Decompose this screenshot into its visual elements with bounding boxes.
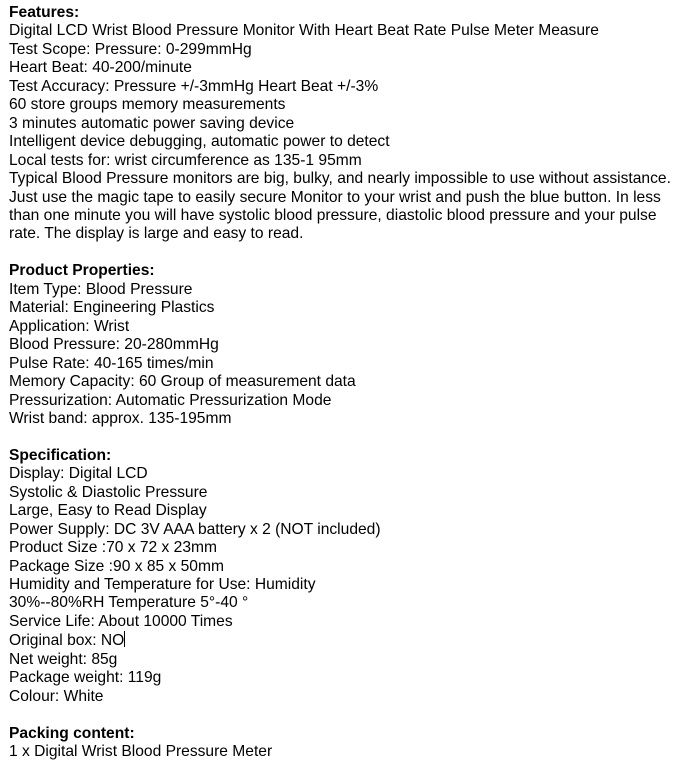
property-line: Pulse Rate: 40-165 times/min: [9, 354, 214, 372]
spec-line-with-cursor[interactable]: [9, 631, 693, 650]
property-line: Memory Capacity: 60 Group of measurement data: [9, 373, 356, 391]
features-line: Heart Beat: 40-200/minute: [9, 59, 192, 77]
product-properties-section: [9, 262, 693, 428]
features-line: Typical Blood Pressure monitors are big, bulky, and nearly impossible to use without assistance.: [9, 170, 671, 188]
features-line: Digital LCD Wrist Blood Pressure Monitor With Heart Beat Rate Pulse Meter Measure: [9, 22, 599, 40]
property-line: Material: Engineering Plastics: [9, 299, 215, 317]
features-line: 60 store groups memory measurements: [9, 96, 286, 114]
property-line: Application: Wrist: [9, 317, 130, 335]
features-section: [9, 4, 693, 244]
features-line: rate. The display is large and easy to read.: [9, 225, 304, 243]
features-line: 3 minutes automatic power saving device: [9, 114, 295, 132]
product-description-document: [9, 4, 693, 762]
spec-line-text: Original box: NO: [9, 632, 125, 650]
packing-content-section: [9, 725, 693, 762]
spec-line: Humidity and Temperature for Use: Humidity: [9, 576, 316, 594]
property-line: Item Type: Blood Pressure: [9, 280, 193, 298]
features-heading: Features:: [9, 4, 80, 21]
spec-line: Large, Easy to Read Display: [9, 502, 207, 520]
packing-line: 1 x Digital Wrist Blood Pressure Meter: [9, 743, 273, 761]
spec-line: Service Life: About 10000 Times: [9, 612, 233, 630]
property-line: Blood Pressure: 20-280mmHg: [9, 336, 219, 354]
spec-line: Package Size :90 x 85 x 50mm: [9, 557, 224, 575]
features-line: than one minute you will have systolic blood pressure, diastolic blood pressure and your pulse: [9, 206, 657, 224]
property-line: Wrist band: approx. 135-195mm: [9, 409, 232, 427]
product-properties-heading: Product Properties:: [9, 262, 155, 280]
property-line: Pressurization: Automatic Pressurization Mode: [9, 391, 332, 409]
packing-content-heading: Packing content:: [9, 724, 135, 742]
features-line: Local tests for: wrist circumference as 135-1 95mm: [9, 151, 362, 169]
spec-line: 30%--80%RH Temperature 5°-40 °: [9, 594, 249, 612]
spec-line: Display: Digital LCD: [9, 465, 148, 483]
features-line: Intelligent device debugging, automatic power to detect: [9, 133, 390, 151]
features-line: Test Accuracy: Pressure +/-3mmHg Heart Beat +/-3%: [9, 77, 379, 95]
features-line: Test Scope: Pressure: 0-299mmHg: [9, 40, 252, 58]
features-line: Just use the magic tape to easily secure Monitor to your wrist and push the blue button. In less: [9, 188, 661, 206]
spec-line: Power Supply: DC 3V AAA battery x 2 (NOT included): [9, 520, 381, 538]
spec-line: Product Size :70 x 72 x 23mm: [9, 539, 218, 557]
spec-line: Systolic & Diastolic Pressure: [9, 483, 208, 501]
specification-heading: Specification:: [9, 446, 112, 464]
spec-line: Colour: White: [9, 687, 104, 705]
text-cursor: [124, 631, 125, 647]
specification-section: [9, 447, 693, 706]
spec-line: Net weight: 85g: [9, 650, 118, 668]
spec-line: Package weight: 119g: [9, 669, 162, 687]
